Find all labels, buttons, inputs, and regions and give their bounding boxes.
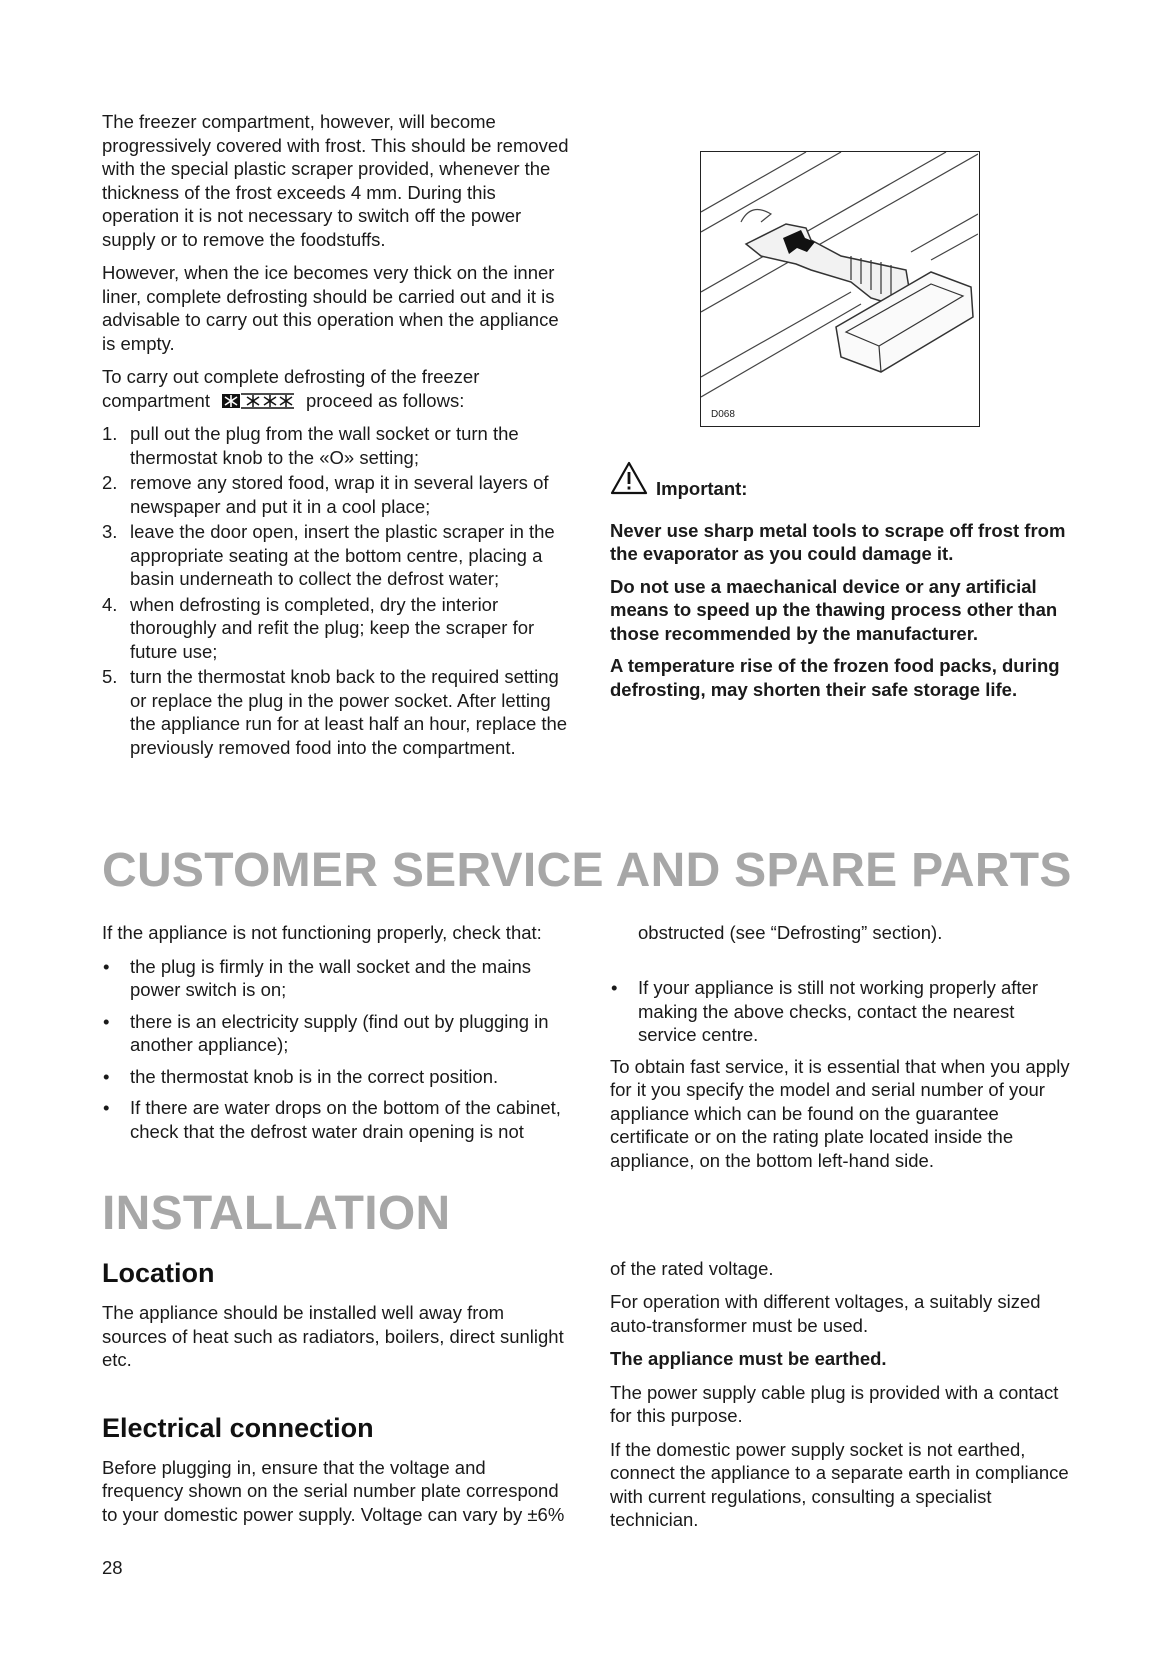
list-item: • If there are water drops on the bottom of the cabinet, check that the defrost water drain opening is not bbox=[103, 1097, 561, 1142]
defrost-intro-line2a: compartment bbox=[102, 389, 210, 411]
important-header bbox=[610, 461, 1070, 501]
list-item: • the thermostat knob is in the correct position. bbox=[103, 1065, 499, 1087]
defrost-paragraph-2: However, when the ice becomes very thick on the inner liner, complete defrosting should be carried out and it is advisable to carry out this operation when the appliance is empty. bbox=[102, 262, 559, 354]
cs-check-list bbox=[102, 955, 572, 1144]
defrost-step: 4. when defrosting is completed, dry the interior thoroughly and refit the plug; keep the scraper for future use; bbox=[102, 593, 535, 662]
important-line-1: Never use sharp metal tools to scrape off frost from the evaporator as you could damage it. bbox=[610, 519, 1066, 564]
important-box bbox=[610, 461, 1070, 710]
electrical-heading: Electrical connection bbox=[102, 1412, 374, 1443]
list-item: • the plug is firmly in the wall socket and the mains power switch is on; bbox=[103, 955, 532, 1000]
defrost-steps bbox=[102, 422, 572, 759]
defrost-intro-line2b: proceed as follows: bbox=[305, 389, 465, 411]
important-line-2: Do not use a maechanical device or any artificial means to speed up the thawing process other than those recommended by the manufacturer. bbox=[610, 575, 1058, 644]
customer-service-right bbox=[610, 921, 1070, 1182]
defrost-step: 1. pull out the plug from the wall socket or turn the thermostat knob to the «O» setting; bbox=[102, 423, 519, 468]
scraper-illustration bbox=[700, 151, 980, 427]
location-text: The appliance should be installed well away from sources of heat such as radiators, boilers, direct sunlight etc. bbox=[102, 1302, 564, 1370]
earthed-bold: The appliance must be earthed. bbox=[610, 1348, 887, 1369]
earthed-p1: The power supply cable plug is provided with a contact for this purpose. bbox=[610, 1381, 1059, 1426]
important-label: Important: bbox=[656, 478, 748, 499]
location-heading: Location bbox=[102, 1258, 215, 1288]
four-star-freezer-icon bbox=[222, 391, 294, 415]
defrost-step: 2. remove any stored food, wrap it in several layers of newspaper and put it in a cool place; bbox=[102, 472, 549, 517]
cs-bullet-continuation: obstructed (see “Defrosting” section). bbox=[638, 922, 943, 943]
installation-right bbox=[610, 1256, 1070, 1542]
defrost-paragraph-1: The freezer compartment, however, will become progressively covered with frost. This should be removed with the special plastic scraper provided, whenever the thickness of the frost exceeds 4 mm. During this operation it is not necessary to switch off the power supply or to remove the foodstuffs. bbox=[102, 111, 569, 250]
installation-left bbox=[102, 1257, 572, 1526]
earthed-p2: If the domestic power supply socket is not earthed, connect the appliance to a separate earth in compliance with current regulations, consulting a specialist technician. bbox=[610, 1438, 1069, 1530]
electrical-text-part2: of the rated voltage. bbox=[610, 1257, 774, 1279]
defrost-step: 5. turn the thermostat knob back to the required setting or replace the plug in the power socket. After letting the appliance run for at least half an hour, replace the previously removed food into the compartment. bbox=[102, 666, 568, 758]
page-number: 28 bbox=[102, 1557, 123, 1578]
cs-closing: To obtain fast service, it is essential that when you apply for it you specify the model and serial number of your appliance which can be found on the guarantee certificate or on the rating plate located inside the appliance, on the bottom left-hand side. bbox=[610, 1055, 1070, 1171]
list-item: • If your appliance is still not working properly after making the above checks, contact the nearest service centre. bbox=[611, 977, 1038, 1045]
electrical-text-part1: Before plugging in, ensure that the voltage and frequency shown on the serial number plate correspond to your domestic power supply. Voltage can vary by ±6% bbox=[102, 1456, 565, 1525]
important-line-3: A temperature rise of the frozen food packs, during defrosting, may shorten their safe storage life. bbox=[610, 655, 1060, 700]
defrosting-column bbox=[102, 110, 572, 761]
defrost-step: 3. leave the door open, insert the plastic scraper in the appropriate seating at the bottom centre, placing a basin underneath to collect the defrost water; bbox=[102, 521, 555, 589]
electrical-p2: For operation with different voltages, a suitably sized auto-transformer must be used. bbox=[610, 1291, 1041, 1336]
defrost-intro bbox=[102, 365, 572, 414]
defrost-intro-line1: To carry out complete defrosting of the freezer bbox=[102, 366, 480, 387]
customer-service-heading: CUSTOMER SERVICE AND SPARE PARTS bbox=[102, 844, 1072, 897]
cs-check-list-continued bbox=[610, 976, 1070, 1047]
customer-service-left bbox=[102, 921, 572, 1151]
installation-heading: INSTALLATION bbox=[102, 1187, 451, 1240]
warning-triangle-icon bbox=[610, 461, 648, 501]
figure-code: D068 bbox=[711, 409, 735, 420]
cs-intro: If the appliance is not functioning properly, check that: bbox=[102, 922, 542, 943]
list-item: • there is an electricity supply (find out by plugging in another appliance); bbox=[103, 1010, 549, 1055]
